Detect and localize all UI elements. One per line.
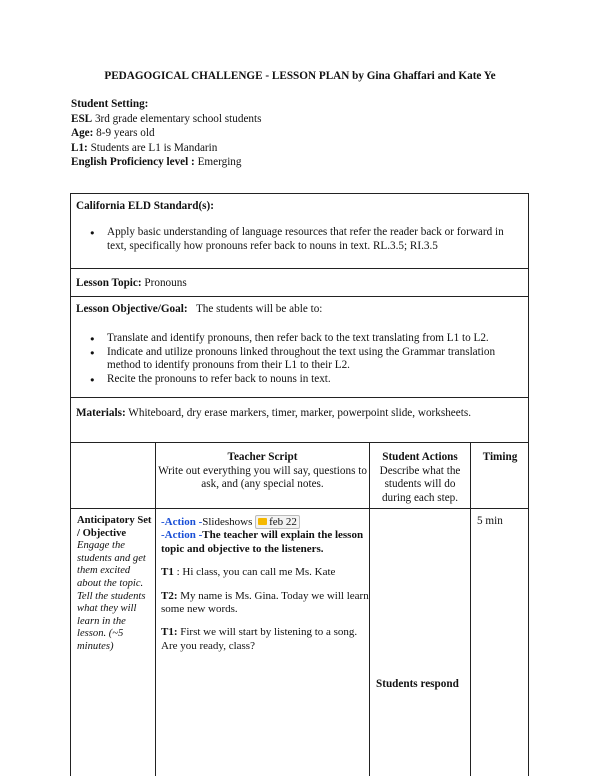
action-text: The teacher will explain the lesson topic and objective to the listeners. [161, 529, 364, 555]
t2-text: My name is Ms. Gina. Today we will learn some new words. [161, 589, 369, 616]
topic-value: Pronouns [141, 277, 187, 289]
t1b-label: T1: [161, 626, 178, 639]
materials-label: Materials: [76, 407, 126, 419]
timing-cell [477, 515, 503, 529]
objective-item: ● Translate and identify pronouns, then refer back to the text translating from L1 to L2. [75, 332, 520, 346]
action-text: Slideshows [202, 516, 253, 528]
teacher-script-title: Teacher Script [227, 451, 298, 463]
standards-item: ● Apply basic understanding of language resources that refer the reader back or forward in text, specifically how pronouns refer back to nouns in text. RL.3.5; RI.3.5 [75, 226, 520, 253]
anticipatory-set-desc: Engage the students and get them excited about the topic. Tell the students what they will learn in the lesson. (~5 minutes) [77, 540, 146, 652]
t2-label: T2: [161, 589, 178, 602]
standards-list [75, 226, 520, 253]
teacher-script-cell [161, 515, 371, 653]
column-divider [155, 443, 156, 776]
objective-box [70, 296, 529, 398]
slides-file-icon [258, 518, 267, 525]
standards-box [70, 193, 529, 269]
file-chip-label: feb 22 [269, 516, 297, 528]
column-divider [470, 443, 471, 776]
timing-header [471, 451, 529, 465]
row-divider [71, 508, 528, 509]
objective-value: The students will be able to: [195, 303, 323, 315]
t1-text: : Hi class, you can call me Ms. Kate [173, 566, 336, 579]
age-value: 8-9 years old [93, 127, 155, 140]
topic-box [70, 268, 529, 297]
esl-label: ESL [71, 112, 93, 125]
topic-label: Lesson Topic: [76, 277, 142, 289]
l1-label: L1: [71, 141, 88, 154]
proficiency-label: English Proficiency level : [71, 156, 195, 169]
lesson-table [70, 442, 529, 776]
l1-value: Students are L1 is Mandarin [87, 141, 218, 154]
student-actions-title: Student Actions [382, 451, 458, 463]
objective-label: Lesson Objective/Goal: [76, 303, 188, 315]
age-label: Age: [71, 127, 94, 140]
action-label: -Action - [161, 516, 203, 528]
timing-title: Timing [482, 451, 518, 463]
student-setting [71, 98, 261, 171]
materials-value: Whiteboard, dry erase markers, timer, marker, powerpoint slide, worksheets. [125, 407, 471, 419]
student-setting-heading: Student Setting: [71, 98, 149, 110]
standards-heading: California ELD Standard(s): [76, 200, 214, 212]
objective-item: ● Recite the pronouns to refer back to nouns in text. [75, 373, 520, 387]
esl-value: 3rd grade elementary school students [92, 112, 262, 125]
objective-list [75, 332, 520, 386]
anticipatory-set-label: Anticipatory Set / Objective [77, 515, 152, 539]
student-actions-desc: Describe what the students will do during each step. [379, 464, 461, 504]
student-actions-header [371, 451, 469, 505]
teacher-script-header [156, 451, 369, 492]
materials-box [70, 397, 529, 443]
proficiency-value: Emerging [194, 156, 242, 169]
student-response-cell [376, 678, 459, 692]
t1-label: T1 [161, 566, 174, 579]
student-response-text: Students respond [376, 678, 459, 690]
anticipatory-set-cell [77, 515, 153, 654]
file-chip[interactable] [255, 515, 300, 529]
timing-value: 5 min [477, 515, 503, 527]
action-label: -Action - [161, 529, 203, 542]
objective-item: ● Indicate and utilize pronouns linked throughout the text using the Grammar translation method to identify pronouns from their L1 to their L2. [75, 346, 520, 373]
t1b-text: First we will start by listening to a song. Are you ready, class? [161, 626, 358, 652]
teacher-script-desc: Write out everything you will say, questions to ask, and (any special notes. [158, 464, 367, 491]
document-title: PEDAGOGICAL CHALLENGE - LESSON PLAN by Gina Ghaffari and Kate Ye [104, 70, 496, 82]
